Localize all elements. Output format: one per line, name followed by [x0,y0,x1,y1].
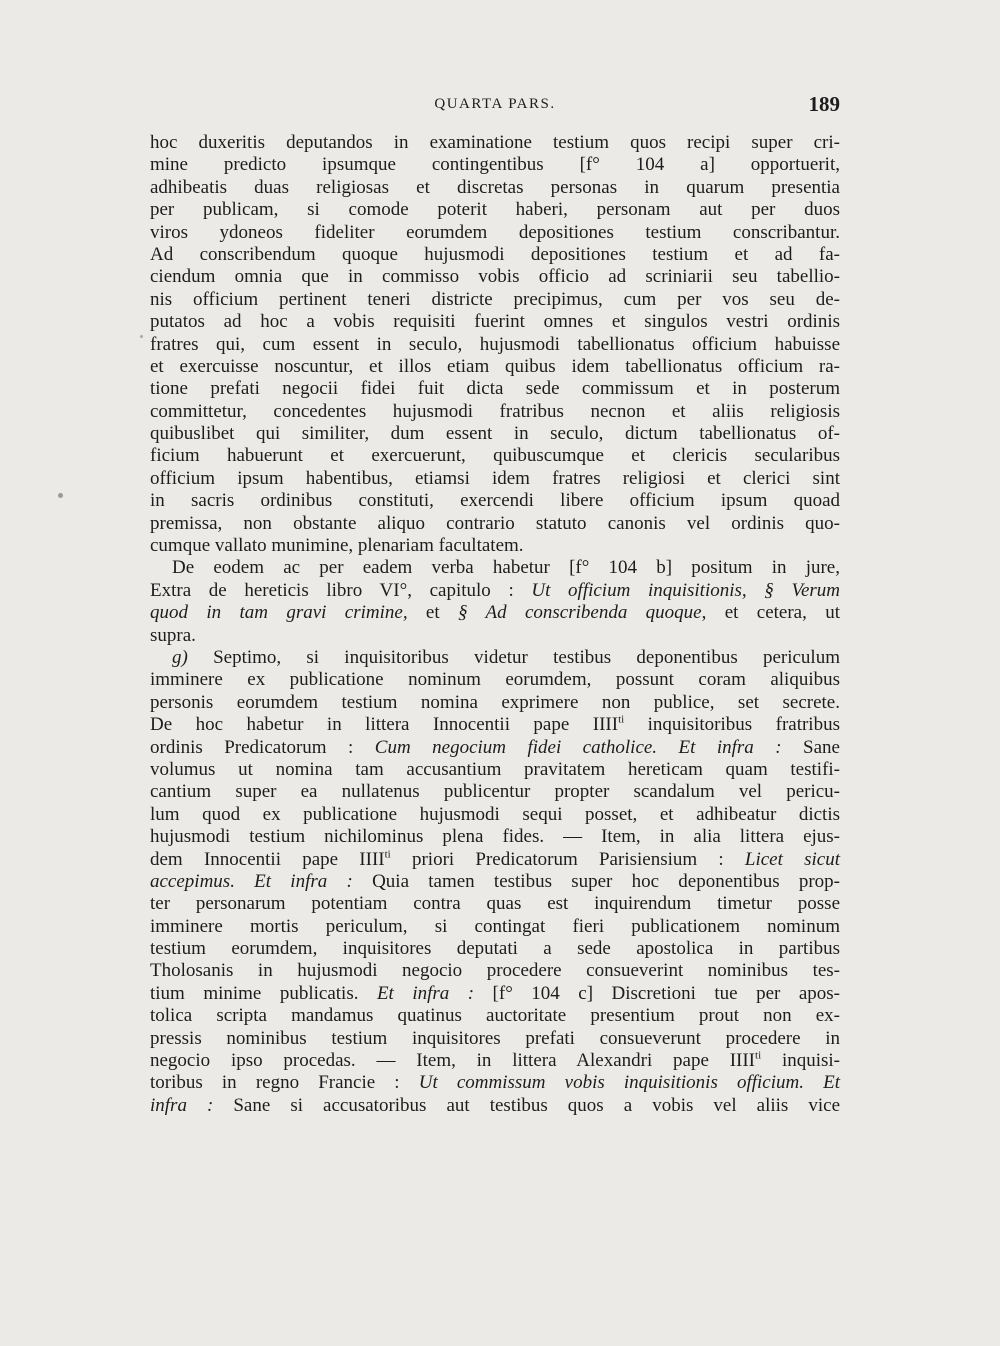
text-line [150,132,840,154]
text-segment: officium ipsum habentibus, etiamsi idem fratres religiosi et clerici sint [150,467,840,489]
text-segment: volumus ut nomina tam accusantium pravitatem hereticam quam testifi- [150,758,840,780]
text-segment: fratres qui, cum essent in seculo, hujusmodi tabellionatus officium habuisse [150,333,840,355]
text-segment: Tholosanis in hujusmodi negocio procedere consueverint nominibus tes- [150,960,840,982]
text-segment: tium minime publicatis. [150,982,377,1004]
text-segment: putatos ad hoc a vobis requisiti fuerint omnes et singulos vestri ordinis [150,311,840,333]
text-segment: testium eorumdem, inquisitores deputati a sede apostolica in partibus [150,938,840,960]
superscript: ti [755,1049,762,1062]
text-line [150,1005,840,1027]
text-segment: Quia tamen testibus super hoc deponentibus prop- [352,870,841,892]
text-line [150,1028,840,1050]
italic-segment: Et infra : [376,982,475,1004]
text-line [150,334,840,356]
text-segment: ter personarum potentiam contra quas est inquirendum timetur posse [150,893,840,915]
text-line [150,647,840,669]
text-line [150,468,840,490]
text-segment: inquisitoribus fratribus [624,714,840,736]
text-line [150,244,840,266]
text-line [150,154,840,176]
text-line [150,871,840,893]
text-segment: tione prefati negocii fidei fuit dicta sede commissum et in posterum [150,378,840,400]
text-line [150,804,840,826]
text-segment: dem Innocentii pape IIII [150,848,385,870]
margin-mark [140,335,143,338]
text-line [150,759,840,781]
text-line [150,311,840,333]
text-line [150,222,840,244]
text-line [150,535,840,557]
text-line [150,669,840,691]
text-segment: lum quod ex publicatione hujusmodi sequi posset, et adhibeatur dictis [150,803,840,825]
text-segment: Septimo, si inquisitoribus videtur testibus deponentibus periculum [187,646,840,668]
text-line [150,960,840,982]
text-line [150,916,840,938]
text-segment: viros ydoneos fideliter eorumdem depositiones testium conscribantur. [150,221,840,243]
text-segment: per publicam, si comode poterit haberi, personam aut per duos [150,199,840,221]
superscript: ti [384,848,391,861]
text-line [150,513,840,535]
margin-mark [58,493,63,498]
text-line [150,557,840,579]
text-segment: adhibeatis duas religiosas et discretas personas in quarum presentia [150,176,840,198]
text-segment: imminere ex publicatione nominum eorumdem, possunt coram aliquibus [150,669,840,691]
text-line [150,177,840,199]
text-line [150,266,840,288]
text-segment: priori Predicatorum Parisiensium : [390,848,745,870]
text-line [150,356,840,378]
text-line [150,1050,840,1072]
text-segment: in sacris ordinibus constituti, exercendi libere officium ipsum quoad [150,490,840,512]
text-line [150,826,840,848]
text-segment: [f° 104 c] Discretioni tue per apos- [474,982,840,1004]
text-segment: Extra de hereticis libro VI°, capitulo : [150,579,532,601]
text-segment: , et cetera, ut [701,602,840,624]
text-segment: ordinis Predicatorum : [150,736,375,758]
text-line [150,938,840,960]
page-number: 189 [808,92,840,116]
text-segment: toribus in regno Francie : [150,1072,419,1094]
text-segment: inquisi- [761,1050,840,1072]
text-segment: cantium super ea nullatenus publicentur propter scandalum vel pericu- [150,781,840,803]
text-line [150,849,840,871]
italic-segment: g) [172,646,188,668]
text-segment: hujusmodi testium nichilominus plena fides. — Item, in alia littera ejus- [150,826,840,848]
text-line [150,1095,840,1117]
text-segment: Sane si accusatoribus aut testibus quos a vobis vel aliis vice [213,1094,841,1116]
text-segment: et [407,602,458,624]
text-segment: imminere mortis periculum, si contingat fieri publicationem nominum [150,915,840,937]
italic-segment: accepimus. Et infra : [150,870,353,892]
text-line [150,625,840,647]
text-segment: personis eorumdem testium nomina exprimere non publice, set secrete. [150,691,840,713]
text-segment: committetur, concedentes hujusmodi fratribus necnon et aliis religiosis [150,400,840,422]
text-line [150,983,840,1005]
text-line [150,423,840,445]
text-line [150,1072,840,1094]
text-segment: hoc duxeritis deputandos in examinatione testium quos recipi super cri- [150,132,840,153]
text-line [150,893,840,915]
text-segment: cumque vallato munimine, plenariam facultatem. [150,535,524,557]
text-segment: ficium habuerunt et exercuerunt, quibuscumque et clericis secularibus [150,445,840,467]
text-line [150,445,840,467]
text-segment: De eodem ac per eadem verba habetur [f° 104 b] positum in jure, [172,557,840,579]
text-segment: Ad conscribendum quoque hujusmodi depositiones testium et ad fa- [150,243,840,265]
running-title: QUARTA PARS. [434,96,556,112]
italic-segment: Ut commissum vobis inquisitionis officium. Et [418,1072,840,1094]
text-line [150,714,840,736]
italic-segment: infra : [150,1094,214,1116]
italic-segment: § Ad conscribenda quoque [458,602,702,624]
italic-segment: Licet sicut [744,848,840,870]
text-line [150,378,840,400]
text-line [150,781,840,803]
main-text [150,132,840,1117]
text-segment: nis officium pertinent teneri districte precipimus, cum per vos seu de- [150,288,840,310]
italic-segment: quod in tam gravi crimine, [150,602,408,624]
text-line [150,580,840,602]
text-line [150,602,840,624]
text-line [150,401,840,423]
text-line [150,289,840,311]
text-line [150,692,840,714]
italic-segment: Cum negocium fidei catholice. Et infra : [374,736,782,758]
text-line [150,490,840,512]
text-segment: quibuslibet qui similiter, dum essent in seculo, dictum tabellionatus of- [150,423,840,445]
text-line [150,737,840,759]
text-segment: De hoc habetur in littera Innocentii pape IIII [150,714,619,736]
italic-segment: Ut officium inquisitionis, § Verum [531,579,841,601]
text-segment: ciendum omnia que in commisso vobis officio ad scriniarii seu tabellio- [150,266,840,288]
text-segment: negocio ipso procedas. — Item, in littera Alexandri pape IIII [150,1050,756,1072]
text-segment: tolica scripta mandamus quatinus auctoritate presentium prout non ex- [150,1005,840,1027]
running-head [150,92,840,118]
text-segment: pressis nominibus testium inquisitores prefati consueverunt procedere in [150,1027,840,1049]
text-segment: mine predicto ipsumque contingentibus [f° 104 a] opportuerit, [150,154,840,176]
text-segment: supra. [150,624,196,646]
text-segment: Sane [781,736,840,758]
text-line [150,199,840,221]
text-segment: premissa, non obstante aliquo contrario statuto canonis vel ordinis quo- [150,512,840,534]
superscript: ti [618,713,625,726]
text-segment: et exercuisse noscuntur, et illos etiam quibus idem tabellionatus officium ra- [150,355,840,377]
